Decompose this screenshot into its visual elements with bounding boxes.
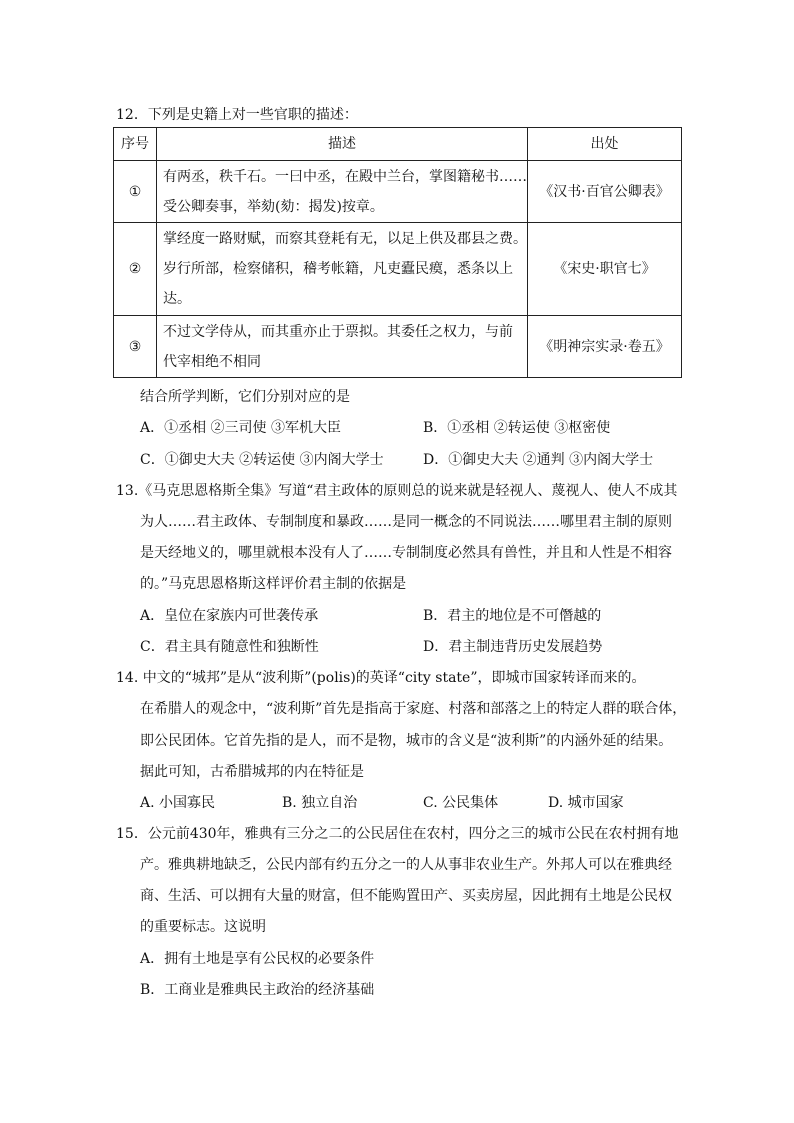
q13-line: 为人……君主政体、专制制度和暴政……是同一概念的不同说法……哪里君主制的原则 <box>140 514 672 530</box>
q14-option-b: B. 独立自治 <box>282 795 358 811</box>
q13-line: 是天经地义的，哪里就根本没有人了……专制制度必然具有兽性，并且和人性是不相容 <box>140 545 672 561</box>
row-desc <box>157 161 528 223</box>
q14-option-c: C. 公民集体 <box>423 795 499 811</box>
q14-line: 在希腊人的观念中，“波利斯”首先是指高于家庭、村落和部落之上的特定人群的联合体， <box>140 701 687 717</box>
q12-stem: 12．下列是史籍上对一些官职的描述： <box>116 107 358 123</box>
q14-line: 即公民团体。它首先指的是人，而不是物，城市的含义是“波利斯”的内涵外延的结果。 <box>140 733 673 749</box>
q14-option-a: A. 小国寡民 <box>140 795 216 811</box>
row-source: 《汉书·百官公卿表》 <box>528 161 682 223</box>
header-num: 序号 <box>114 128 157 161</box>
table-header-row <box>114 128 682 161</box>
row-desc <box>157 223 528 316</box>
table-row <box>114 223 682 316</box>
q13-line: 的。”马克思恩格斯这样评价君主制的依据是 <box>140 576 407 592</box>
row-num: ① <box>114 161 157 223</box>
q15-line: 15．公元前430年，雅典有三分之二的公民居住在农村，四分之三的城市公民在农村拥有地 <box>116 826 679 842</box>
desc-line: 岁行所部，检察储积，稽考帐籍，凡吏蠹民瘼，悉条以上 <box>163 261 513 277</box>
q14-line: 据此可知，古希腊城邦的内在特征是 <box>140 764 364 780</box>
q13-option-b: B．君主的地位是不可僭越的 <box>423 608 602 624</box>
q12-option-a: A．①丞相 ②三司使 ③军机大臣 <box>140 420 342 436</box>
q12-prompt: 结合所学判断，它们分别对应的是 <box>140 389 350 405</box>
row-num: ② <box>114 223 157 316</box>
table-row <box>114 161 682 223</box>
q15-option-a: A．拥有土地是享有公民权的必要条件 <box>140 951 375 967</box>
q14-option-d: D. 城市国家 <box>548 795 624 811</box>
desc-line: 达。 <box>163 291 191 307</box>
desc-line: 不过文学侍从，而其重亦止于票拟。其委任之权力，与前 <box>163 323 513 340</box>
q13-line: 13.《马克思恩格斯全集》写道“君主政体的原则总的说来就是轻视人、蔑视人、使人不成其 <box>116 483 678 499</box>
q15-line: 的重要标志。这说明 <box>140 919 266 935</box>
desc-line: 受公卿奏事，举劾(劾：揭发)按章。 <box>163 198 384 215</box>
q12-option-c: C．①御史大夫 ②转运使 ③内阁大学士 <box>140 452 384 468</box>
row-source: 《明神宗实录·卷五》 <box>528 316 682 378</box>
q13-option-d: D．君主制违背历史发展趋势 <box>423 639 603 655</box>
q12-option-b: B．①丞相 ②转运使 ③枢密使 <box>423 420 611 436</box>
desc-line: 掌经度一路财赋，而察其登耗有无，以足上供及郡县之费。 <box>163 231 527 247</box>
q13-option-a: A．皇位在家族内可世袭传承 <box>140 608 319 624</box>
header-desc: 描述 <box>157 128 528 161</box>
q12-option-d: D．①御史大夫 ②通判 ③内阁大学士 <box>423 452 654 468</box>
table-row <box>114 316 682 378</box>
row-desc <box>157 316 528 378</box>
q15-option-b: B．工商业是雅典民主政治的经济基础 <box>140 982 375 998</box>
row-num: ③ <box>114 316 157 378</box>
q13-option-c: C．君主具有随意性和独断性 <box>140 639 319 655</box>
q12-table <box>113 127 682 378</box>
q15-line: 商、生活、可以拥有大量的财富，但不能购置田产、买卖房屋，因此拥有土地是公民权 <box>140 888 672 904</box>
header-source: 出处 <box>528 128 682 161</box>
q14-line: 14. 中文的“城邦”是从“波利斯”(polis)的英译“city state”，即城市国家转译而来的。 <box>116 670 646 686</box>
desc-line: 代宰相绝不相同 <box>163 353 261 370</box>
row-source: 《宋史·职官七》 <box>528 223 682 316</box>
desc-line: 有两丞，秩千石。一曰中丞，在殿中兰台，掌图籍秘书…… <box>163 168 527 185</box>
q15-line: 产。雅典耕地缺乏，公民内部有约五分之一的人从事非农业生产。外邦人可以在雅典经 <box>140 857 672 873</box>
